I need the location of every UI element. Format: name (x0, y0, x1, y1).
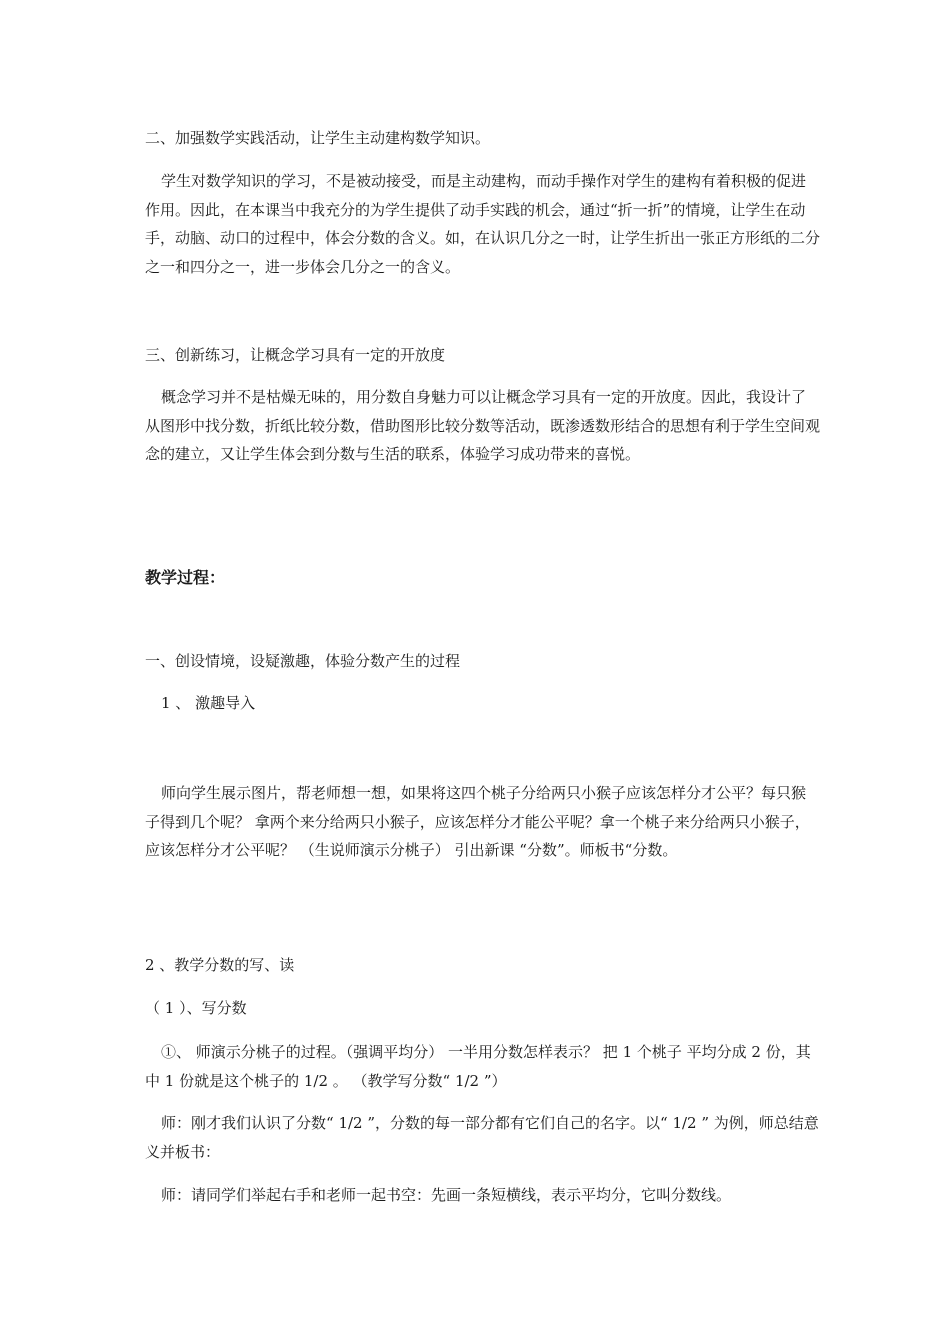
process-step-1-body: 师向学生展示图片，帮老师想一想，如果将这四个桃子分给两只小猴子应该怎样分才公平？每只猴子得到几个呢？ 拿两个来分给两只小猴子，应该怎样分才能公平呢？拿一个桃子来分给两只小猴子，应该怎样分才公平呢？ （生说师演示分桃子） 引出新课 “分数”。师板书“分数。 (145, 784, 810, 859)
section-2-title: 二、加强数学实践活动，让学生主动建构数学知识。 (145, 129, 491, 147)
process-step-1-subtitle: 1 、 激趣导入 (161, 694, 256, 712)
process-step-2-title: 2 、教学分数的写、读 (145, 956, 295, 974)
teaching-process-heading: 教学过程： (145, 568, 226, 587)
process-step-2-body-3: 师：请同学们举起右手和老师一起书空：先画一条短横线，表示平均分，它叫分数线。 (161, 1186, 732, 1204)
process-step-2-body-2: 师：刚才我们认识了分数“ 1/2 ”，分数的每一部分都有它们自己的名字。以“ 1/2 ” 为例，师总结意义并板书： (145, 1114, 819, 1161)
section-3-title: 三、创新练习，让概念学习具有一定的开放度 (145, 346, 446, 364)
section-2-body: 学生对数学知识的学习，不是被动接受，而是主动建构，而动手操作对学生的建构有着积极的促进作用。因此，在本课当中我充分的为学生提供了动手实践的机会，通过“折一折”的情境，让学生在动手，动脑、动口的过程中，体会分数的含义。如，在认识几分之一时，让学生折出一张正方形纸的二分之一和四分之一，进一步体会几分之一的含义。 (145, 172, 821, 276)
section-3-body: 概念学习并不是枯燥无味的，用分数自身魅力可以让概念学习具有一定的开放度。因此，我设计了从图形中找分数，折纸比较分数，借助图形比较分数等活动，既渗透数形结合的思想有利于学生空间观念的建立，又让学生体会到分数与生活的联系，体验学习成功带来的喜悦。 (145, 388, 821, 463)
process-step-2-subtitle: （ 1 ）、写分数 (145, 999, 247, 1017)
process-step-2-body-1: ①、 师演示分桃子的过程。（强调平均分） 一半用分数怎样表示？ 把 1 个桃子 平均分成 2 份，其中 1 份就是这个桃子的 1/2 。 （教学写分数“ 1/2 ”） (145, 1043, 811, 1090)
process-step-1-title: 一、创设情境，设疑激趣，体验分数产生的过程 (145, 652, 461, 670)
